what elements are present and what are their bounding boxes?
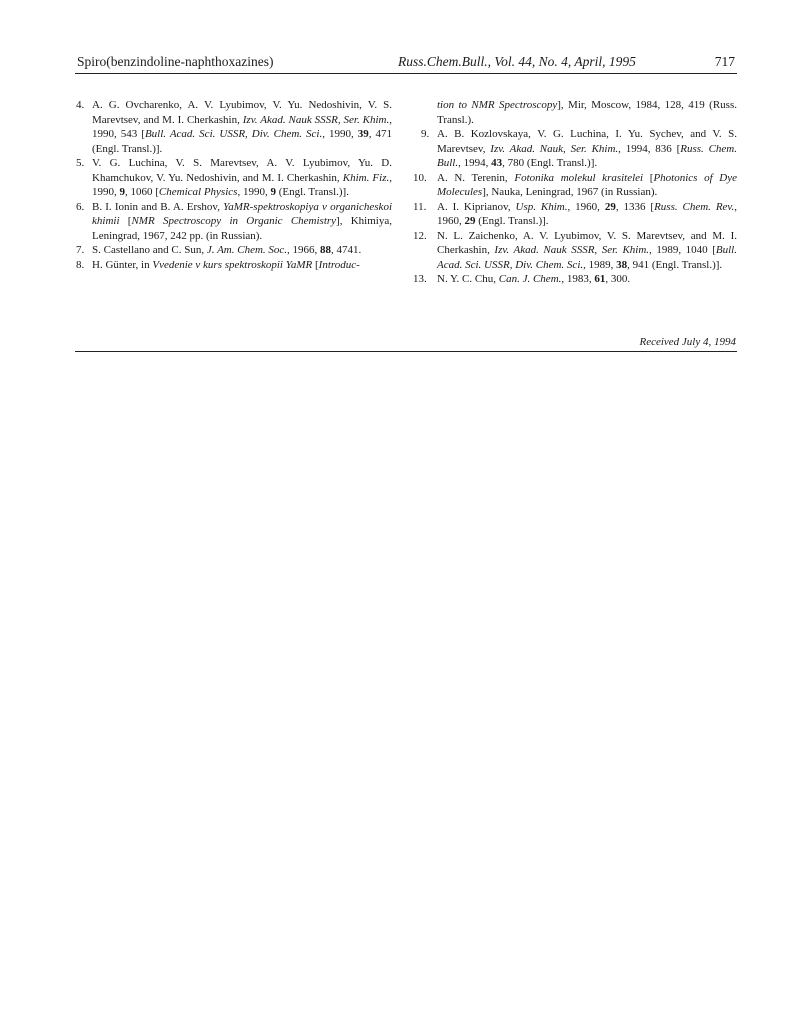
reference-text: , 941 (Engl. Transl.)].	[627, 258, 723, 271]
reference-text: Fotonika molekul krasitelei	[514, 171, 644, 184]
reference-number: 6.	[76, 200, 85, 213]
reference-text: Introduc-	[318, 258, 360, 271]
reference-text: NMR Spectroscopy in Organic Chemistry	[131, 215, 337, 227]
reference-text: (Engl. Transl.)].	[275, 186, 349, 198]
reference-text: Bull. Acad. Sci. USSR, Div. Chem. Sci.	[437, 244, 737, 271]
reference-text: Russ. Chem. Bull.	[437, 142, 737, 169]
reference-text: B. I. Ionin and B. A. Ershov,	[92, 200, 224, 213]
reference-text: A. N. Terenin,	[437, 171, 515, 184]
reference-text: 61	[594, 273, 606, 285]
reference-text: V. G. Luchina, V. S. Marevtsev, A. V. Lyubimov, Yu. D. Khamchukov, V. Yu. Nedoshivin, and M. I. Cherkashin,	[92, 157, 392, 184]
reference-text: Russ. Chem. Rev.	[654, 200, 735, 213]
reference-item	[76, 258, 392, 273]
reference-text: 38	[616, 258, 628, 271]
reference-text: ], Nauka, Leningrad, 1967 (in Russian).	[482, 186, 658, 198]
reference-item	[425, 98, 737, 127]
reference-text: , 1960,	[437, 200, 738, 227]
reference-number: 7.	[76, 244, 85, 256]
reference-text: Can. J. Chem.	[498, 273, 562, 285]
reference-item	[76, 200, 392, 244]
reference-text: , 780 (Engl. Transl.)].	[502, 157, 598, 169]
reference-text: Vvedenie v kurs spektroskopii YaMR	[152, 258, 313, 271]
reference-text: J. Am. Chem. Soc.	[206, 244, 288, 256]
reference-number: 9.	[421, 128, 430, 140]
reference-text: A. I. Kiprianov,	[437, 200, 516, 213]
reference-item	[413, 229, 737, 273]
reference-text: , 1060 [	[125, 186, 159, 198]
reference-text: , 1983,	[561, 273, 595, 285]
reference-text: , 1336 [	[615, 200, 655, 213]
reference-item	[76, 243, 392, 258]
references-column-right	[413, 98, 738, 287]
reference-text: Izv. Akad. Nauk SSSR, Ser. Khim.	[494, 244, 650, 256]
reference-text: A. B. Kozlovskaya, V. G. Luchina, I. Yu. Sychev, and V. S. Marevtsev,	[437, 128, 737, 155]
reference-text: 43	[491, 157, 503, 169]
reference-text: 29	[604, 200, 616, 213]
reference-text: 9	[119, 186, 125, 198]
reference-number: 12.	[413, 229, 427, 242]
reference-text: , 300.	[605, 273, 631, 285]
reference-number: 8.	[76, 258, 85, 271]
reference-text: , 1960,	[567, 200, 605, 213]
reference-text: , 1990,	[322, 128, 358, 140]
reference-text: , 1990,	[92, 171, 392, 198]
running-header	[77, 54, 735, 72]
reference-item	[421, 127, 737, 171]
footer-rule	[75, 351, 737, 352]
reference-text: ], Mir, Moscow, 1984, 128, 419 (Russ. Transl.).	[437, 99, 737, 126]
reference-item	[76, 98, 393, 156]
reference-text: ], Khimiya, Leningrad, 1967, 242 pp. (in Russian).	[92, 215, 392, 242]
reference-text: , 4741.	[331, 244, 362, 256]
reference-item	[413, 171, 738, 200]
reference-item	[76, 156, 392, 200]
reference-item	[413, 200, 738, 229]
reference-text: Khim. Fiz.	[342, 171, 390, 184]
page-number: 717	[714, 54, 735, 69]
reference-text: Chemical Physics	[158, 186, 238, 198]
reference-text: Bull. Acad. Sci. USSR, Div. Chem. Sci.	[144, 128, 323, 140]
reference-text: [	[312, 258, 319, 271]
reference-text: , 1966,	[287, 244, 321, 256]
reference-text: (Engl. Transl.)].	[475, 215, 549, 227]
reference-text: , 1990,	[237, 186, 271, 198]
reference-number: 10.	[413, 171, 427, 184]
reference-number: 11.	[413, 200, 427, 213]
reference-text: 39	[357, 128, 369, 140]
reference-text: 88	[320, 244, 332, 256]
header-rule	[75, 73, 737, 74]
reference-text: 9	[270, 186, 276, 198]
reference-text: Izv. Akad. Nauk SSSR, Ser. Khim.	[242, 113, 390, 126]
reference-text: Usp. Khim.	[515, 200, 568, 213]
reference-text: Izv. Akad. Nauk, Ser. Khim.	[490, 142, 619, 155]
reference-text: [	[643, 171, 654, 184]
reference-text: [	[119, 215, 132, 227]
running-title: Spiro(benzindoline-naphthoxazines)	[77, 54, 274, 69]
reference-text: tion to NMR Spectroscopy	[437, 99, 558, 111]
reference-text: A. G. Ovcharenko, A. V. Lyubimov, V. Yu. Nedoshivin, V. S. Marevtsev, and M. I. Cherkashin,	[92, 99, 392, 126]
reference-item	[413, 272, 737, 287]
journal-citation: Russ.Chem.Bull., Vol. 44, No. 4, April, 1995	[398, 54, 636, 69]
reference-text: H. Günter, in	[92, 258, 153, 271]
reference-number: 13.	[413, 273, 427, 285]
reference-text: , 1989, 1040 [	[649, 244, 716, 256]
reference-text: N. L. Zaichenko, A. V. Lyubimov, V. S. Marevtsev, and M. I. Cherkashin,	[437, 229, 737, 256]
references-column-left	[76, 98, 393, 272]
reference-text: Photonics of Dye Molecules	[437, 171, 738, 198]
reference-text: , 1994,	[458, 157, 492, 169]
reference-number: 4.	[76, 99, 85, 111]
reference-text: , 1994, 836 [	[618, 142, 681, 155]
received-date: Received July 4, 1994	[639, 336, 736, 348]
reference-text: YaMR-spektroskopiya v organicheskoi khimii	[92, 200, 392, 227]
reference-text: 29	[464, 215, 476, 227]
reference-text: , 1989,	[583, 258, 617, 271]
reference-text: , 471 (Engl. Transl.)].	[92, 128, 393, 155]
reference-text: N. Y. C. Chu,	[437, 273, 499, 285]
reference-text: , 1990, 543 [	[92, 113, 392, 140]
reference-text: S. Castellano and C. Sun,	[92, 244, 207, 256]
reference-number: 5.	[76, 157, 85, 169]
